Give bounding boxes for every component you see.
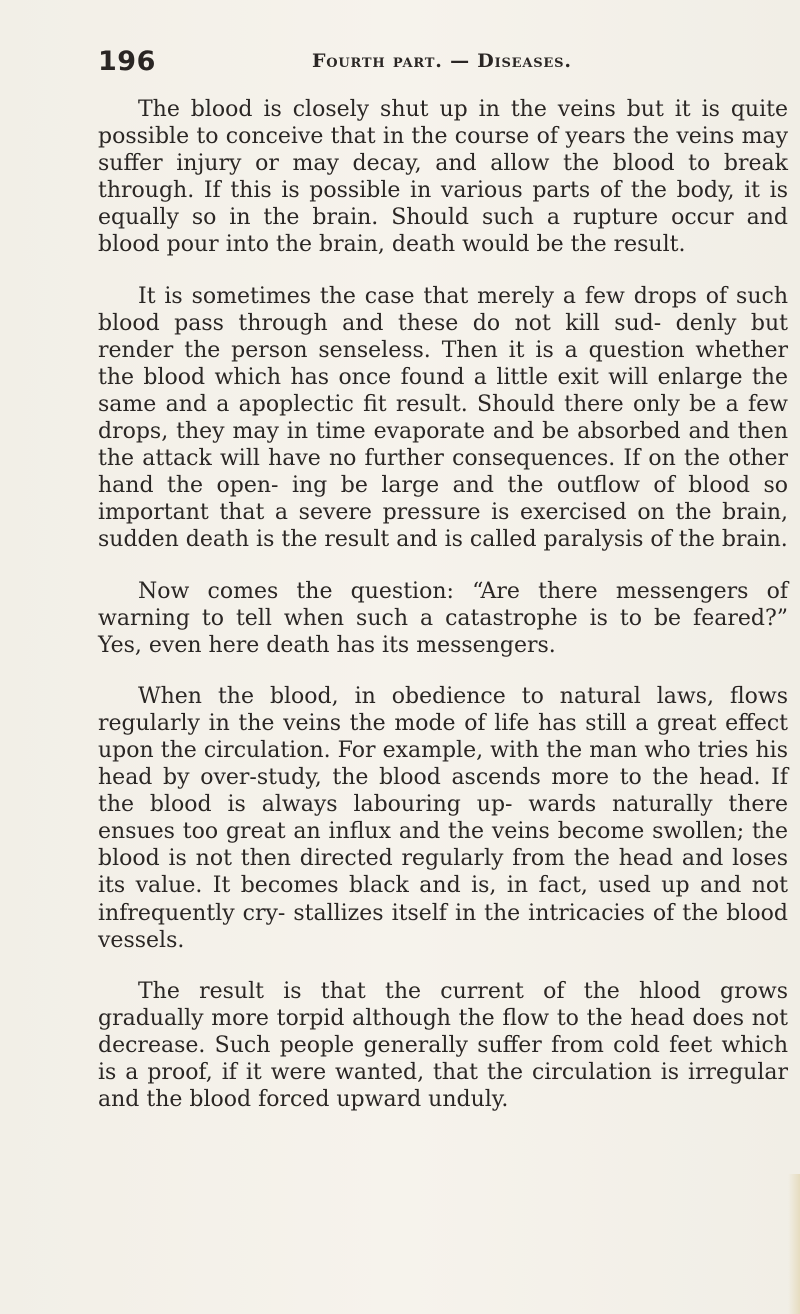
page-number: 196 [98,46,156,77]
page-edge-stain [788,1174,800,1314]
paragraph: It is sometimes the case that merely a few drops of such blood pass through and these do not kill sud- denly but render the person senseless. Then it is a question whether the blood which has once found a little exit will enlarge the same and a apoplectic fit result. Should there only be a few drops, they may in time evaporate and be absorbed and then the attack will have no further consequences. If on the other hand the open- ing be large and the outflow of blood so important that a severe pressure is exercised on the brain, sudden death is the result and is called paralysis of the brain. [98,283,788,553]
paragraph: The result is that the current of the hlood grows gradually more torpid although the flow to the head does not decrease. Such people generally suffer from cold feet which is a proof, if it were wanted, that the circulation is irregular and the blood forced upward unduly. [98,978,788,1113]
page-header [98,46,798,86]
body-text [98,96,788,1113]
paragraph: The blood is closely shut up in the veins but it is quite possible to conceive that in the course of years the veins may suffer injury or may decay, and allow the blood to break through. If this is possible in various parts of the body, it is equally so in the brain. Should such a rupture occur and blood pour into the brain, death would be the result. [98,97,788,258]
paragraph: Now comes the question: “Are there messengers of warning to tell when such a catastrophe is to be feared?” Yes, even here death has its messengers. [98,578,788,658]
paragraph: When the blood, in obedience to natural laws, flows regularly in the veins the mode of life has still a great effect upon the circulation. For example, with the man who tries his head by over-study, the blood ascends more to the head. If the blood is always labouring up- wards naturally there ensues too great an influx and the veins become swollen; the blood is not then directed regularly from the head and loses its value. It becomes black and is, in fact, used up and not infrequently cry- stallizes itself in the intricacies of the blood vessels. [98,683,788,953]
running-head: Fourth part. — Diseases. [312,50,572,72]
